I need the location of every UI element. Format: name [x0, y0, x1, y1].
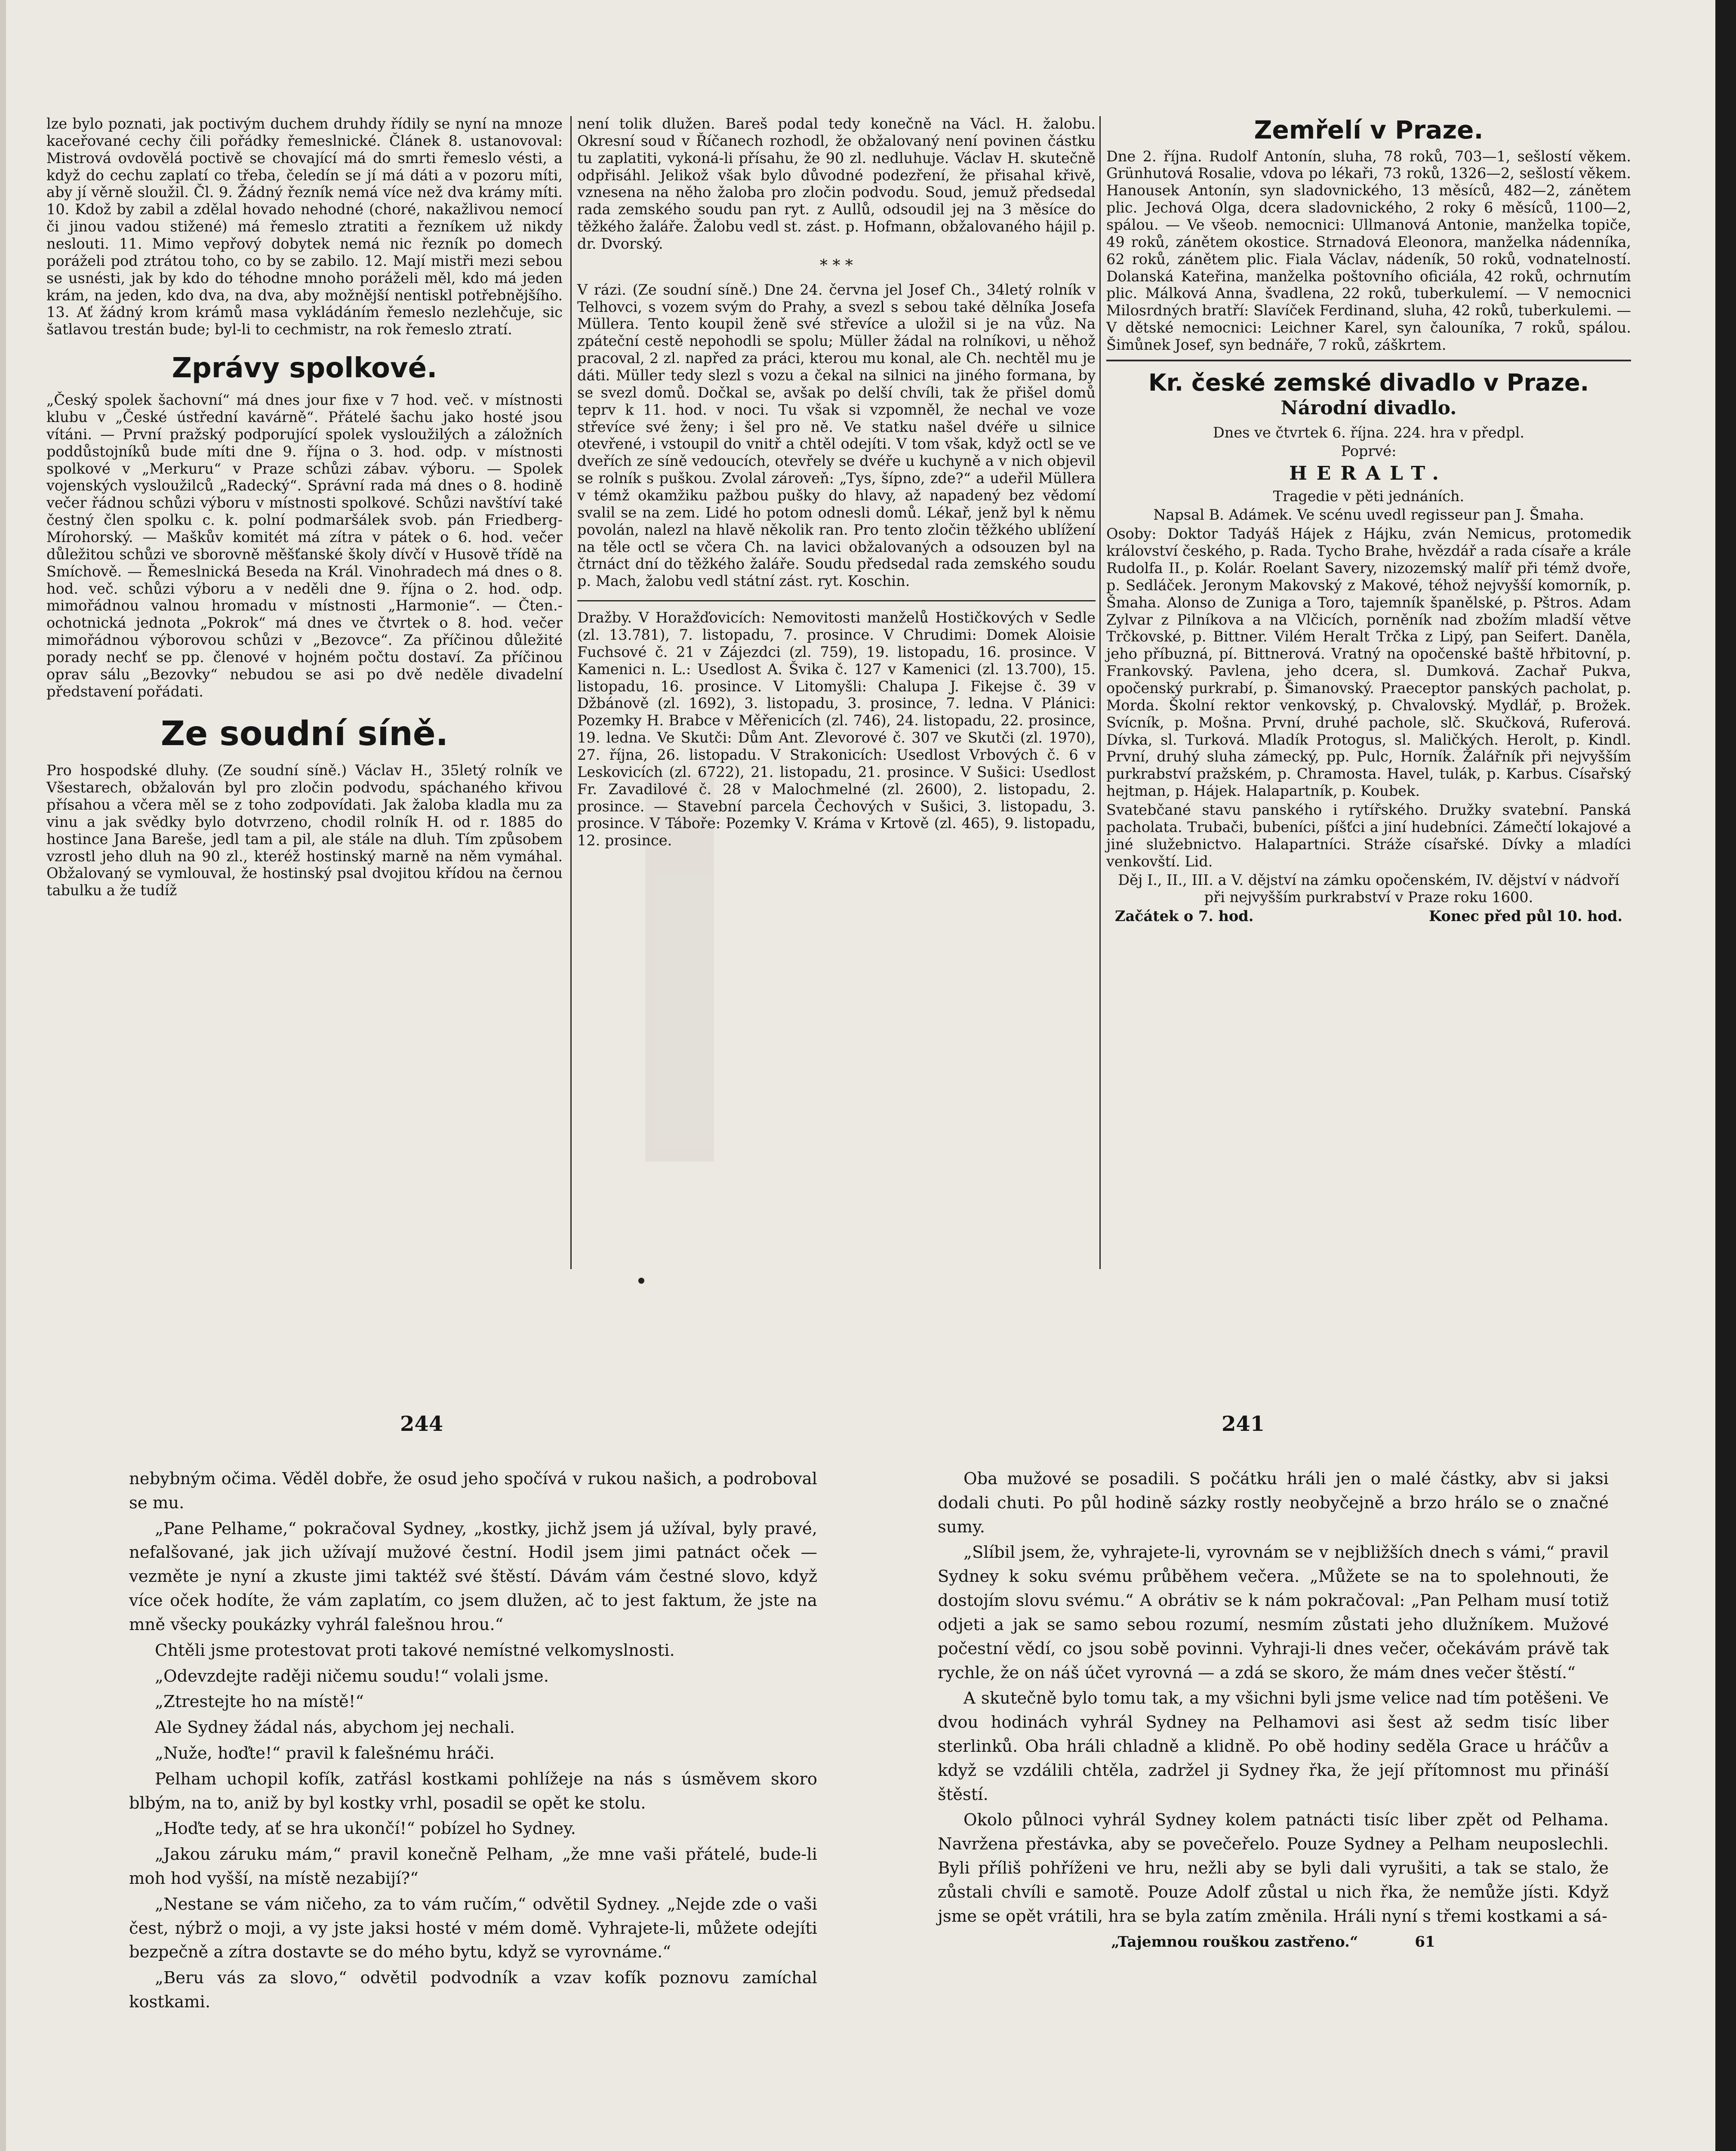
right-page-number: 241 [1222, 1412, 1265, 1436]
play-author: Napsal B. Adámek. Ve scénu uvedl regisseur pan J. Šmaha. [1153, 506, 1584, 524]
left-para-7: „Nuže, hoďte!“ pravil k falešnému hráči. [155, 1743, 495, 1763]
left-para-1: nebybným očima. Věděl dobře, že osud jeho spočívá v rukou našich, a podroboval se mu. [129, 1469, 817, 1513]
right-para-4: Okolo půlnoci vyhrál Sydney kolem patnácti tisíc liber zpět od Pelhama. Navržena přestávka, aby se povečeřelo. Pouze Sydney a Pelham neuposlechli. Byli příliš pohříženi ve hru, nežli aby se byli dali vyrušiti, a tak se stalo, že zůstali chvíli e samotě. Pouze Adolf zůstal u nich řka, že nemůže jísti. Když jsme se opět vrátili, hra se byla zatím změnila. Hráli nyní s třemi kostkami a sá- [938, 1810, 1609, 1926]
guild-rules-article: lze bylo poznati, jak poctivým duchem druhdy řídily se nyní na mnoze kaceřované cechy čili pořádky řemeslnické. Článek 8. ustanovoval: Mistrová ovdovělá poctivě se chovající má do smrti řemeslo vésti, a když do cechu zaplatí co třeba, čeledín se jí má dáti a v pozoru míti, aby jí věrně sloužil. Čl. 9. Žádný řezník nemá více než dva krámy míti. 10. Kdož by zabil a zdělal hovado nehodné (choré, nakažlivou nemocí či jinou vadou stižené) má řemeslo ztratiti a řezníkem už nikdy neslouti. 11. Mimo vepřový dobytek nemá nic řezník po domech poráželi pod ztrátou toho, co by se zabilo. 12. Mají mistři mezi sebou se usnésti, jak by kdo do téhodne mnoho poráželi měl, kdo má jeden krám, na jeden, kdo dva, na dva, aby možnější nentiskl potřebnějšího. 13. Ať žádný krom krámů masa vykládáním řemeslo nezlehčuje, sic šatlavou trestán bude; byl-li to cechmistr, na rok řemeslo ztratí. [46, 115, 563, 338]
right-page-footer [938, 1932, 1609, 1953]
auctions-list: Dražby. V Horažďovicích: Nemovitosti manželů Hostičkových v Sedle (zl. 13.781), 7. listopadu, 7. prosince. V Chrudimi: Domek Aloisie Fuchsové č. 21 v Zájezdci (zl. 759), 19. listopadu, 16. prosince. V Kamenici n. L.: Usedlost A. Švika č. 127 v Kamenici (zl. 13.700), 15. listopadu, 16. prosince. V Litomyšli: Chalupa J. Fikejse č. 39 v Džbánově (zl. 1692), 3. listopadu, 3. prosince, 7. ledna. V Plánici: Pozemky H. Brabce v Měřenicích (zl. 746), 24. listopadu, 22. prosince, 19. ledna. Ve Skutči: Dům Ant. Zlevorové č. 307 ve Skutči (zl. 1970), 27. října, 26. listopadu. V Strakonicích: Usedlost Vrbových č. 6 v Leskovicích (zl. 6722), 21. listopadu, 21. prosince. V Sušici: Usedlost Fr. Zavadilové č. 28 v Malochmelné (zl. 2600), 2. listopadu, 2. prosince. — Stavební parcela Čechových v Sušici, 3. listopadu, 3. prosince. V Táboře: Pozemky V. Kráma v Krtově (zl. 465), 9. listopadu, 12. prosince. [577, 609, 1096, 849]
left-para-2: „Pane Pelhame,“ pokračoval Sydney, „kostky, jichž jsem já užíval, byly pravé, nefalšované, jak jich užívají mužové čestní. Hodil jsem jimi patnáct oček — vezměte je nyní a zkuste jimi taktéž své štěstí. Dávám vám čestné slovo, když více oček hodíte, že vám zaplatím, co jsem dlužen, ač to jest faktum, že jste na mně všecky poukázky vyhrál falešnou hrou.“ [129, 1519, 817, 1634]
end-time: Konec před půl 10. hod. [1429, 908, 1622, 925]
page-left-edge [0, 0, 6, 2151]
article-separator-stars: * * * [820, 256, 853, 274]
heading-theatre: Kr. české zemské divadlo v Praze. [1148, 369, 1589, 396]
left-para-4: „Odevzdejte raději ničemu soudu!“ volali jsme. [155, 1666, 549, 1686]
column-1 [46, 115, 563, 901]
cast-list: Osoby: Doktor Tadyáš Hájek z Hájku, zván Nemicus, protomedik království českého, p. Rada. Tycho Brahe, hvězdář a rada císaře a krále Rudolfa II., p. Kolár. Roelant Savery, nizozemský malíř při témž dvoře, p. Sedláček. Jeronym Makovský z Makové, téhož nejvyšší komorník, p. Šmaha. Alonso de Zuniga a Toro, tajemník španělské, p. Pštros. Adam Zylvar z Pilníkova a na Vlčicích, porněník nad zbožím mladší větve Trčkovské, p. Bittner. Vilém Heralt Trčka z Lipý, pan Seifert. Daněla, jeho příbuzná, pí. Bittnerová. Vratný na opočenské baště hřbitovní, p. Frankovský. Pavlena, jeho dcera, sl. Dumková. Zachař Pukva, opočenský purkrabí, p. Šimanovský. Praeceptor panských pacholat, p. Morda. Školní rektor venkovský, p. Chvalovský. Mydlář, p. Brožek. Svícník, p. Mošna. První, druhé pachole, slč. Skučková, Ruferová. Dívka, sl. Turková. Mladík Protogus, sl. Maličkých. Herolt, p. Kindl. První, druhý sluha zámecký, pp. Pulc, Horník. Žalářník při nejvyšším purkrabství pražském, p. Chramosta. Havel, tulák, p. Karbus. Císařský hejtman, p. Hájek. Halapartník, p. Koubek. [1106, 525, 1631, 800]
court-article-assault: V rázi. (Ze soudní síně.) Dne 24. června jel Josef Ch., 34letý rolník v Telhovci, s vozem svým do Prahy, a svezl s sebou také dělníka Josefa Müllera. Tento koupil ženě své střevíce a uložil si je na vůz. Na zpáteční cestě nepohodli se spolu; Müller žádal na rolníkovi, u něhož pracoval, 2 zl. napřed za práci, kterou mu konal, ale Ch. nechtěl mu je dáti. Müller tedy slezl s vozu a čekal na silnici na jiného formana, by se svezl domů. Dočkal se, avšak po delší chvíli, tak že přišel domů teprv k 11. hod. v noci. Tu však si vzpomněl, že nechal ve voze střevíce své ženy; i šel pro ně. Ve statku našel dvéře u silnice otevřené, i vstoupil do vnitř a chtěl odejíti. V tom však, když octl se ve dveřích ze síně vedoucích, otevřely se dvéře u kuchyně a v nich objevil se rolník s puškou. Zvolal zároveň: „Tys, šípno, zde?“ a udeřil Müllera v témž okamžiku pažbou pušky do hlavy, až napadený bez vědomí svalil se na zem. Lidé ho potom odnesli domů. Lékař, jenž byl k němu povolán, nalezl na hlavě několik ran. Pro tento zločin těžkého ublížení na těle octl se včera Ch. na lavici obžalovaných a odsouzen byl na čtrnáct dní do těžkého žaláře. Soudu předsedal rada zemského soudu p. Mach, žalobu vedl státní zást. ryt. Koschin. [577, 281, 1096, 590]
column-divider-1 [570, 116, 572, 1269]
footer-title: „Tajemnou rouškou zastřeno.“ [1111, 1933, 1358, 1951]
court-article-continued: není tolik dlužen. Bareš podal tedy konečně na Václ. H. žalobu. Okresní soud v Říčanech rozhodl, že obžalovaný není povinen částku tu zaplatiti, vykoná-li přísahu, že 90 zl. nedluhuje. Václav H. skutečně odpřisáhl. Jelikož však bylo důvodné podezření, že přisahal křivě, vznesena na něho žaloba pro zločin podvodu. Soud, jemuž předsedal rada zemského soudu pan ryt. z Aullů, odsoudil jej na 3 měsíce do těžkého žaláře. Žalobu vedl st. zást. p. Hofmann, obžalovaného hájil p. dr. Dvorský. [577, 115, 1096, 253]
left-para-12: „Beru vás za slovo,“ odvětil podvodník a vzav kofík poznovu zamíchal kostkami. [129, 1968, 817, 2012]
left-para-3: Chtěli jsme protestovat proti takové nemístné velkomyslnosti. [155, 1640, 675, 1660]
column-3 [1106, 115, 1631, 925]
left-para-10: „Jakou záruku mám,“ pravil konečně Pelham, „že mne vaši přátelé, bude-li moh hod vyšší, na místě nezabijí?“ [129, 1845, 817, 1888]
play-genre: Tragedie v pěti jednáních. [1273, 487, 1465, 505]
performance-date: Dnes ve čtvrtek 6. října. 224. hra v předpl. [1213, 424, 1525, 441]
premiere-label: Poprvé: [1341, 443, 1397, 460]
left-para-8: Pelham uchopil kofík, zatřásl kostkami pohlížeje na nás s úsměvem skoro blbým, na to, aniž by byl kostky vrhl, posadil se opět ke stolu. [129, 1769, 817, 1813]
subheading-narodni-divadlo: Národní divadlo. [1280, 397, 1457, 419]
club-news-article: „Český spolek šachovní“ má dnes jour fixe v 7 hod. več. v místnosti klubu v „České ústřední kavárně“. Přátelé šachu jako hosté jsou vítáni. — První pražský podporující spolek vysloužilých a záložních poddůstojníků bude míti dne 9. října o 3. hod. odp. v místnosti spolkové v „Merkuru“ v Praze schůzi zábav. výboru. — Spolek vojenských vysloužilců „Radecký“. Správní rada má dnes o 8. hodině večer řádnou schůzi výboru v místnosti spolkové. Schůzi navštíví také čestný člen spolku c. k. polní podmaršálek svob. pán Friedberg-Mírohorský. — Maškův komitét má zítra v pátek o 6. hod. večer důležitou schůzi ve sborovně měšťanské školy dívčí v Husově třídě na Smíchově. — Řemeslnická Beseda na Král. Vinohradech má dnes o 8. hod. več. schůzi výboru a v neděli dne 9. října o 2. hod. odp. mimořádnou valnou hromadu v místnosti „Harmonie“. — Čten.-ochotnická jednota „Pokrok“ má dnes ve čtvrtek o 8. hod. večer mimořádnou výborovou schůzi v „Bezovce“. Za příčinou důležité porady nechť se pp. členové v hojném počtu dostaví. Za příčinou oprav sálu „Bezovky“ nebudou se asi po dvě neděle divadelní představení pořádati. [46, 391, 563, 700]
start-time: Začátek o 7. hod. [1115, 908, 1254, 925]
right-para-3: A skutečně bylo tomu tak, a my všichni byli jsme velice nad tím potěšeni. Ve dvou hodinách vyhrál Sydney na Pelhamovi asi šest až sedm tisíc liber sterlinků. Oba hráli chladně a klidně. Po obě hodiny seděla Grace u hráčův a když se vzdálili chtěla, zadržel ji Sydney řka, že její přítomnost mu přináší štěstí. [938, 1689, 1609, 1804]
deaths-list: Dne 2. října. Rudolf Antonín, sluha, 78 roků, 703—1, sešlostí věkem. Grünhutová Rosalie, vdova po lékaři, 73 roků, 1326—2, sešlostí věkem. Hanousek Antonín, syn sladovnického, 13 měsíců, 482—2, zánětem plic. Jechová Olga, dcera sladovnického, 2 roky 6 měsíců, 1100—2, spálou. — Ve všeob. nemocnici: Ullmanová Antonie, manželka topiče, 49 roků, zánětem okostice. Strnadová Eleonora, manželka nádenníka, 62 roků, zánětem plic. Fiala Václav, nádeník, 50 roků, vodnatelností. Dolanská Kateřina, manželka poštovního oficiála, 42 roků, ochrnutím plic. Málková Anna, švadlena, 22 roků, tuberkulemí. — V nemocnici Milosrdných bratří: Slavíček Ferdinand, sluha, 42 roků, tuberkulemi. — V dětské nemocnici: Leichner Karel, syn čalouníka, 7 roků, spálou. Šimůnek Josef, syn bednáře, 7 roků, záškrtem. [1106, 148, 1631, 354]
left-para-6: Ale Sydney žádal nás, abychom jej nechali. [155, 1718, 515, 1738]
extras-list: Svatebčané stavu panského i rytířského. Družky svatební. Panská pacholata. Trubači, bubeníci, píšťci a jiní hudebníci. Zámečtí lokajové a jiné služebnictvo. Halapartníci. Stráže císařské. Dívky a mladíci venkovští. Lid. [1106, 801, 1631, 870]
column-2 [577, 115, 1096, 851]
column-divider-2 [1099, 116, 1101, 1269]
heading-ze-soudni-sine: Ze soudní síně. [160, 714, 449, 753]
auctions-rule [577, 600, 1096, 601]
heading-zpravy-spolkove: Zprávy spolkové. [172, 352, 437, 385]
theatre-rule [1106, 360, 1631, 361]
left-page-number: 244 [400, 1412, 443, 1436]
right-para-2: „Slíbil jsem, že, vyhrajete-li, vyrovnám se v nejbližších dnech s vámi,“ pravil Sydney k soku svému průběhem večera. „Můžete se na to spolehnouti, že dostojím slovu svému.“ A obrátiv se k nám pokračoval: „Pan Pelham musí totiž odjeti a jak se samo sebou rozumí, nesmím zůstati jeho dlužníkem. Mužové počestní vědí, co jsou sobě povinni. Vyhraji-li dnes večer, očekávám právě tak rychle, že on náš účet vyrovná — a zdá se skoro, že mám dnes večer štěstí.“ [938, 1543, 1609, 1683]
play-title: HERALT. [1289, 462, 1448, 485]
footer-number: 61 [1415, 1933, 1435, 1951]
page-right-edge [1715, 0, 1736, 2151]
left-para-9: „Hoďte tedy, ať se hra ukončí!“ pobízel ho Sydney. [155, 1819, 576, 1839]
right-book-page [938, 1467, 1609, 1953]
heading-zemreli-v-praze: Zemřelí v Praze. [1254, 115, 1484, 145]
print-mark-dot [638, 1278, 644, 1284]
right-para-1: Oba mužové se posadili. S počátku hráli jen o malé částky, abv si jaksi dodali chuti. Po půl hodině sázky rostly neobyčejně a brzo hrálo se o značné sumy. [938, 1469, 1609, 1537]
play-setting: Děj I., II., III. a V. dějství na zámku opočenském, IV. dějství v nádvoří při nejvyšším purkrabství v Praze roku 1600. [1118, 872, 1619, 906]
left-book-page [129, 1467, 817, 2016]
play-times [1106, 908, 1631, 925]
left-para-5: „Ztrestejte ho na místě!“ [155, 1692, 364, 1712]
court-article-debts: Pro hospodské dluhy. (Ze soudní síně.) Václav H., 35letý rolník ve Všestarech, obžalován byl pro zločin podvodu, spáchaného křivou přísahou a včera měl se z toho zodpovídati. Jak žaloba kladla mu za vinu a jak svědky bylo dotvrzeno, chodil rolník H. od r. 1885 do hostince Jana Bareše, jedl tam a pil, ale stále na dluh. Tím způsobem vzrostl jeho dluh na 90 zl., kteréž hostinský marně na něm vymáhal. Obžalovaný se vymlouval, že hostinský psal dvojitou křídou na černou tabulku a že tudíž [46, 762, 563, 899]
left-para-11: „Nestane se vám ničeho, za to vám ručím,“ odvětil Sydney. „Nejde zde o vaši čest, nýbrž o moji, a vy jste jaksi hosté v mém domě. Vyhrajete-li, můžete odejíti bezpečně a zítra dostavte se do mého bytu, když se vyrovnáme.“ [129, 1894, 817, 1962]
